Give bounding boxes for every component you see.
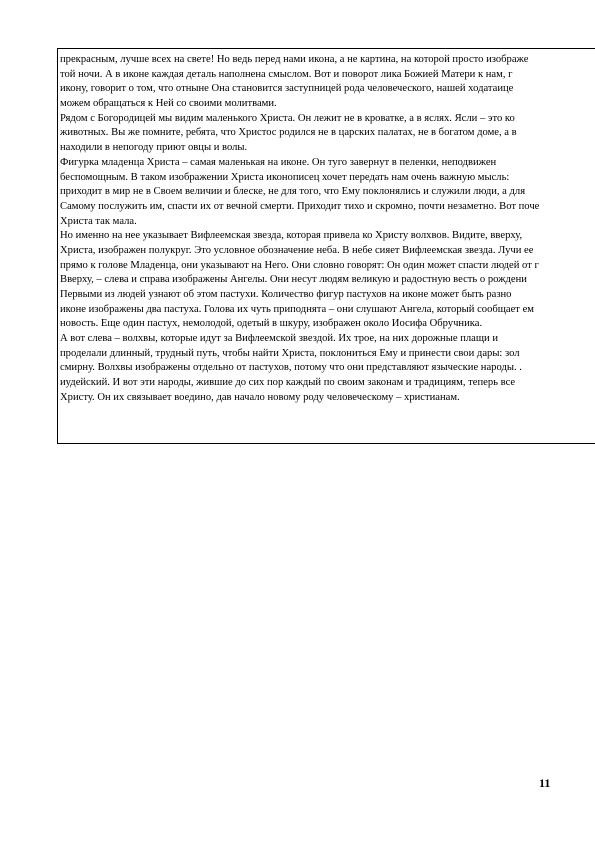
text-line: Фигурка младенца Христа – самая маленькая на иконе. Он туго завернут в пеленки, неподвижен	[60, 156, 497, 168]
text-line: икону, говорит о том, что отныне Она становится заступницей рода человеческого, нашей ходатаице	[60, 83, 514, 95]
text-line: А вот слева – волхвы, которые идут за Вифлеемской звездой. Их трое, на них дорожные плащи и	[60, 333, 498, 345]
text-line: беспомощным. В таком изображении Христа иконописец хочет передать нам очень важную мысль:	[60, 171, 510, 183]
text-line: иудейский. И вот эти народы, жившие до сих пор каждый по своим законам и традициям, теперь все	[60, 377, 516, 389]
text-line: смирну. Волхвы изображены отдельно от пастухов, потому что они представляют языческие народы. .	[60, 362, 522, 374]
text-line: новость. Еще один пастух, немолодой, одетый в шкуру, изображен около Иосифа Обручника.	[60, 318, 483, 330]
text-line: животных. Вы же помните, ребята, что Христос родился не в царских палатах, не в богатом доме, а в	[60, 127, 517, 139]
body-text	[60, 53, 595, 406]
text-line: прямо к голове Младенца, они указывают на Него. Они словно говорят: Он один может спасти людей от г	[60, 259, 539, 271]
text-line: той ночи. А в иконе каждая деталь наполнена смыслом. Вот и поворот лика Божией Матери к нам, г	[60, 68, 513, 80]
text-line: иконе изображены два пастуха. Голова их чуть приподнята – они слушают Ангела, который сообщает ем	[60, 303, 534, 315]
text-line: можем обращаться к Ней со своими молитвами.	[60, 98, 277, 110]
text-line: Рядом с Богородицей мы видим маленького Христа. Он лежит не в кроватке, а в яслях. Ясли – это ко	[60, 112, 515, 124]
text-line: Но именно на нее указывает Вифлеемская звезда, которая привела ко Христу волхвов. Видите, вверху,	[60, 230, 523, 242]
text-line: Христу. Он их связывает воедино, дав начало новому роду человеческому – христианам.	[60, 391, 460, 403]
text-line: приходит в мир не в Своем величии и блеске, не для того, что Ему поклонялись и служили люди, а для	[60, 186, 526, 198]
text-frame	[57, 48, 595, 444]
text-line: проделали длинный, трудный путь, чтобы найти Христа, поклониться Ему и принести свои дары: зол	[60, 347, 520, 359]
text-line: Христа, изображен полукруг. Это условное обозначение неба. В небе сияет Вифлеемская звезда. Лучи ее	[60, 244, 534, 256]
text-line: прекрасным, лучше всех на свете! Но ведь перед нами икона, а не картина, на которой просто изображе	[60, 54, 529, 65]
text-line: Первыми из людей узнают об этом пастухи. Количество фигур пастухов на иконе может быть разно	[60, 289, 512, 300]
text-line: Самому послужить им, спасти их от вечной смерти. Приходит тихо и скромно, почти незаметно. Вот поче	[60, 200, 540, 212]
page-number: 11	[539, 776, 551, 790]
text-line: Христа так мала.	[60, 215, 137, 227]
text-line: находили в непогоду приют овцы и волы.	[60, 142, 248, 154]
text-line: Вверху, – слева и справа изображены Ангелы. Они несут людям великую и радостную весть о рождени	[60, 274, 527, 286]
